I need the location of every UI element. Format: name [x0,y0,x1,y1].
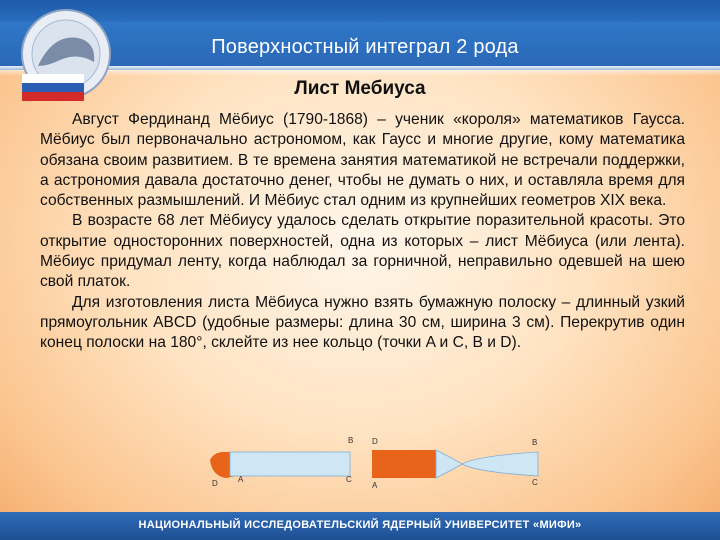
right-label-a: A [372,481,378,490]
footer-university-name: НАЦИОНАЛЬНЫЙ ИССЛЕДОВАТЕЛЬСКИЙ ЯДЕРНЫЙ УНИВЕРСИТЕТ «МИФИ» [138,519,582,531]
left-strip-body [230,452,350,476]
right-strip-blue-half [436,450,538,478]
paragraph-discovery: В возрасте 68 лет Мёбиусу удалось сделать открытие поразительной красоты. Это открытие односторонних поверхностей, одна из которых – лист Мёбиуса (или лента). Мёбиус придумал ленту, когда наблюдал за горничной, неправильно одевшей на шею свой платок. [40,212,685,291]
right-label-b: B [532,438,538,447]
section-heading: Лист Мебиуса [294,78,426,99]
left-label-c: C [346,475,352,484]
left-label-d: D [212,479,218,488]
paragraph-biography: Август Фердинанд Мёбиус (1790-1868) – ученик «короля» математиков Гаусса. Мёбиус был первоначально астрономом, как Гаусс и многие другие, кому математика обязана своим развитием. В те времена занятия математикой не встречали поддержки, а астрономия давала достаточно денег, чтобы не думать о них, и оставляла время для собственных размышлений. И Мёбиус стал одним из крупнейших геометров XIX века. [40,111,685,210]
right-label-c: C [532,478,538,487]
mobius-strip-illustration [200,432,560,492]
paragraph-instructions: Для изготовления листа Мёбиуса нужно взять бумажную полоску – длинный узкий прямоугольник ABCD (удобные размеры: длина 30 см, ширина 3 см). Перекрутив один конец полоски на 180°, склейте из нее кольцо (точки A и C, B и D). [40,293,685,352]
page-title: Поверхностный интеграл 2 рода [211,36,519,58]
footer-bar [0,512,720,540]
left-label-a: A [238,475,244,484]
left-label-b: B [348,436,354,445]
right-label-d: D [372,437,378,446]
body-text [40,110,685,354]
